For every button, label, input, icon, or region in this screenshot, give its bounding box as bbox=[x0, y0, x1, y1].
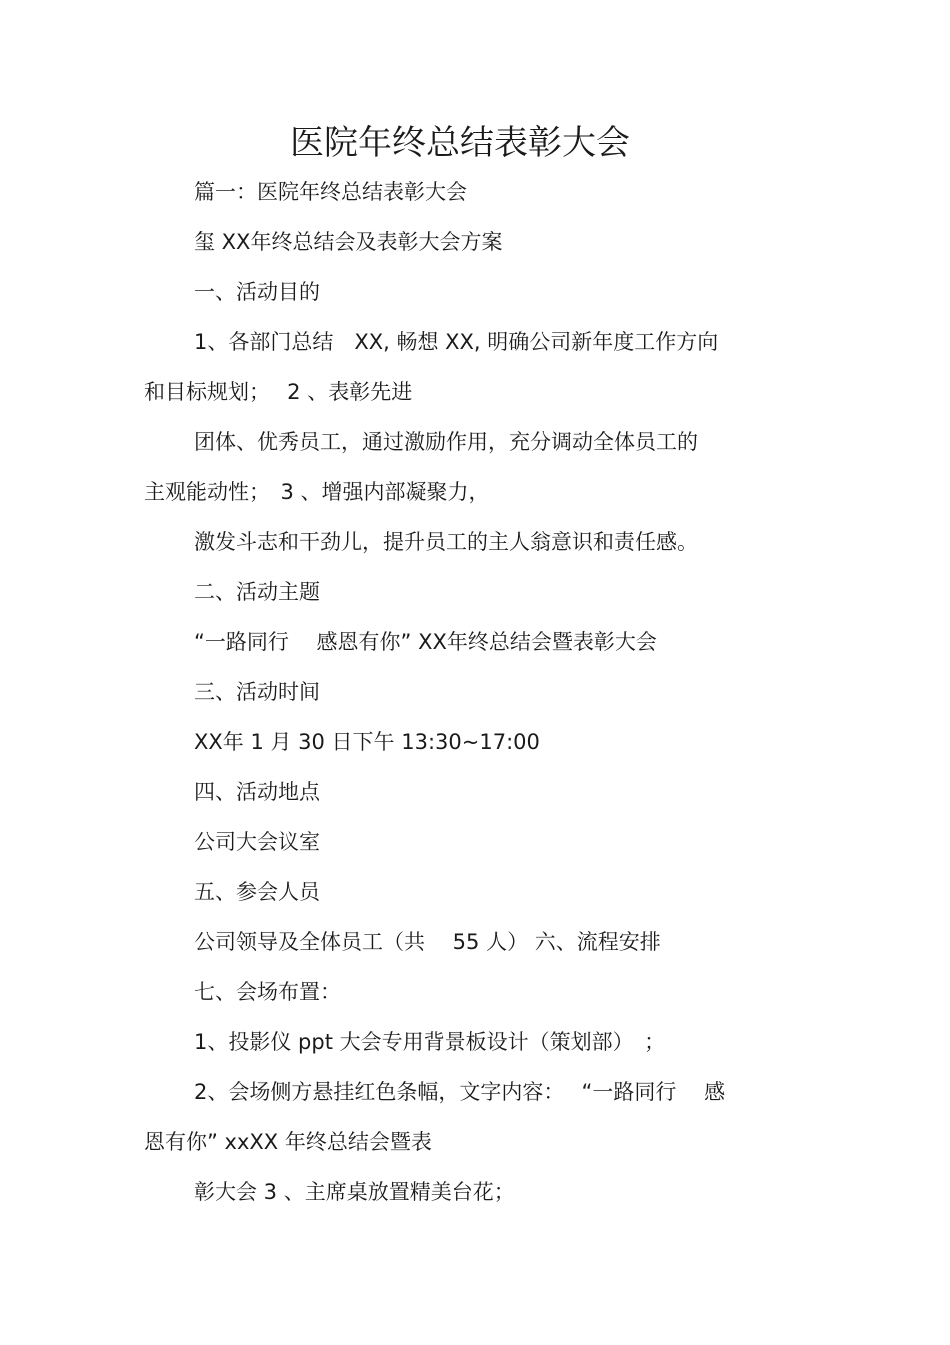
paragraph-line: 篇一：医院年终总结表彰大会 bbox=[194, 180, 467, 204]
paragraph-line: 和目标规划； 2 、表彰先进 bbox=[144, 380, 413, 404]
paragraph-line: 1、投影仪 ppt 大会专用背景板设计（策划部） ； bbox=[194, 1030, 666, 1054]
paragraph-line: 2、会场侧方悬挂红色条幅，文字内容： “一路同行 感 bbox=[194, 1080, 726, 1104]
document-title: 医院年终总结表彰大会 bbox=[290, 123, 630, 163]
paragraph-line: 彰大会 3 、主席桌放置精美台花； bbox=[194, 1180, 515, 1204]
paragraph-line: “一路同行 感恩有你” XX年终总结会暨表彰大会 bbox=[194, 630, 657, 654]
paragraph-line: 玺 XX年终总结会及表彰大会方案 bbox=[194, 230, 503, 254]
paragraph-line: 公司大会议室 bbox=[194, 830, 320, 854]
section-heading: 五、参会人员 bbox=[194, 880, 320, 904]
paragraph-line: 公司领导及全体员工（共 55 人） 六、流程安排 bbox=[194, 930, 661, 954]
section-heading: 二、活动主题 bbox=[194, 580, 320, 604]
paragraph-line: 主观能动性； 3 、增强内部凝聚力， bbox=[144, 480, 490, 504]
paragraph-line: XX年 1 月 30 日下午 13:30~17:00 bbox=[194, 730, 540, 754]
section-heading: 七、会场布置： bbox=[194, 980, 341, 1004]
paragraph-line: 1、各部门总结 XX, 畅想 XX, 明确公司新年度工作方向 bbox=[194, 330, 719, 354]
section-heading: 三、活动时间 bbox=[194, 680, 320, 704]
section-heading: 四、活动地点 bbox=[194, 780, 320, 804]
paragraph-line: 恩有你” xxXX 年终总结会暨表 bbox=[144, 1130, 432, 1154]
section-heading: 一、活动目的 bbox=[194, 280, 320, 304]
paragraph-line: 激发斗志和干劲儿，提升员工的主人翁意识和责任感。 bbox=[194, 530, 698, 554]
paragraph-line: 团体、优秀员工，通过激励作用，充分调动全体员工的 bbox=[194, 430, 698, 454]
